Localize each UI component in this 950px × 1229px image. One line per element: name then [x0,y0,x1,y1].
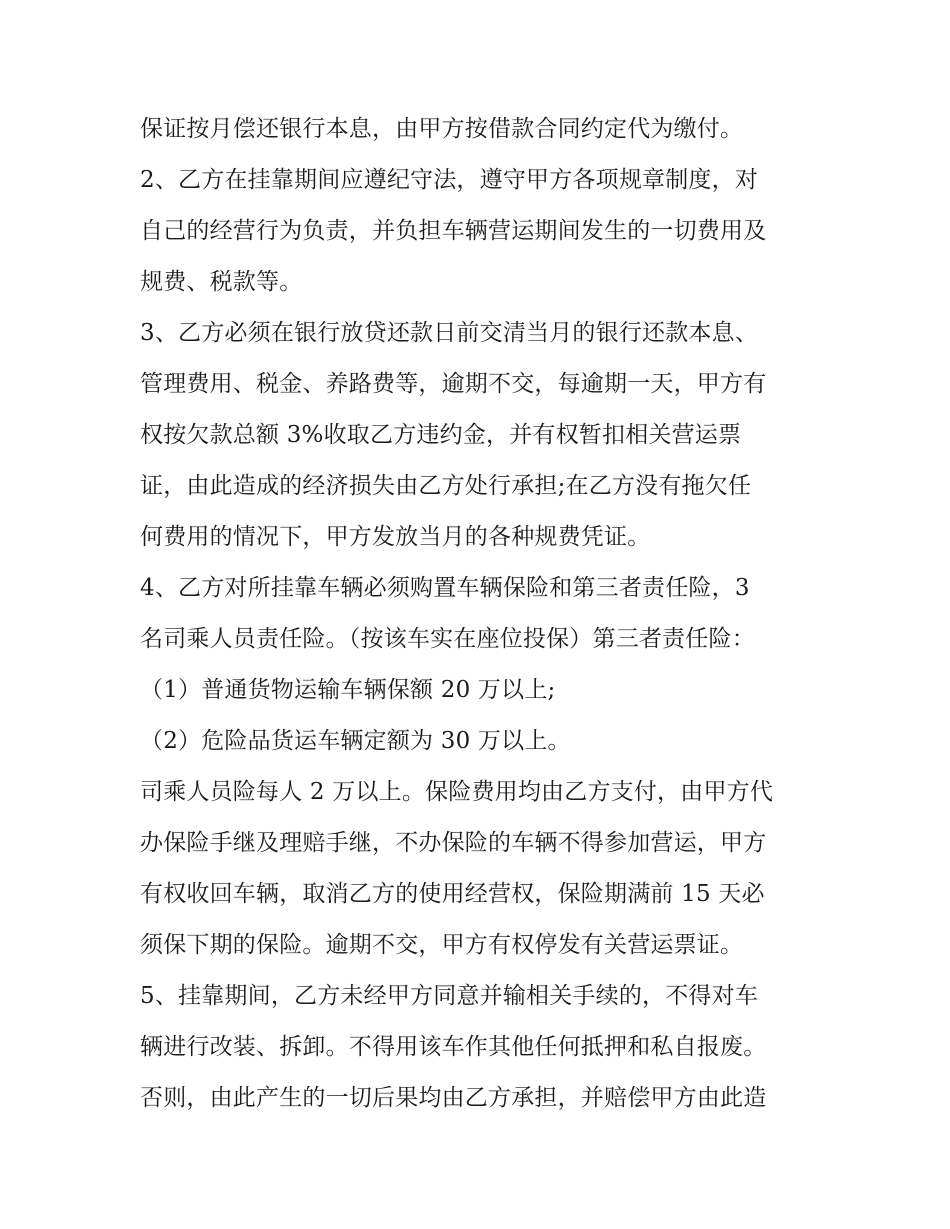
text-line-8: 证，由此造成的经济损失由乙方处行承担;在乙方没有拖欠任 [140,473,752,499]
text-line-1: 保证按月偿还银行本息，由甲方按借款合同约定代为缴付。 [140,116,744,142]
text-line-14: 司乘人员险每人 2 万以上。保险费用均由乙方支付，由甲方代 [140,779,774,805]
text-line-19: 辆进行改装、拆卸。不得用该车作其他任何抵押和私自报废。 [140,1034,767,1060]
text-line-4: 规费、税款等。 [140,269,303,295]
text-line-18: 5、挂靠期间，乙方未经甲方同意并输相关手续的，不得对车 [140,983,759,1009]
text-line-3: 自己的经营行为负责，并负担车辆营运期间发生的一切费用及 [140,218,767,244]
text-line-20: 否则，由此产生的一切后果均由乙方承担，并赔偿甲方由此造 [140,1085,767,1111]
text-line-11: 名司乘人员责任险。（按该车实在座位投保）第三者责任险： [140,626,755,652]
text-line-10: 4、乙方对所挂靠车辆必须购置车辆保险和第三者责任险，3 [140,575,750,601]
text-line-12: （1）普通货物运输车辆保额 20 万以上; [140,677,556,703]
text-line-9: 何费用的情况下，甲方发放当月的各种规费凭证。 [140,524,651,550]
text-line-2: 2、乙方在挂靠期间应遵纪守法，遵守甲方各项规章制度，对 [140,167,759,193]
text-line-6: 管理费用、税金、养路费等，逾期不交，每逾期一天，甲方有 [140,371,767,397]
text-line-15: 办保险手继及理赔手继，不办保险的车辆不得参加营运，甲方 [140,830,767,856]
text-line-16: 有权收回车辆，取消乙方的使用经营权，保险期满前 15 天必 [140,881,765,907]
document-body [140,104,820,1124]
text-line-5: 3、乙方必须在银行放贷还款日前交清当月的银行还款本息、 [140,320,759,346]
text-line-17: 须保下期的保险。逾期不交，甲方有权停发有关营运票证。 [140,932,744,958]
text-line-13: （2）危险品货运车辆定额为 30 万以上。 [140,728,571,754]
text-line-7: 权按欠款总额 3%收取乙方违约金，并有权暂扣相关营运票 [140,422,742,448]
